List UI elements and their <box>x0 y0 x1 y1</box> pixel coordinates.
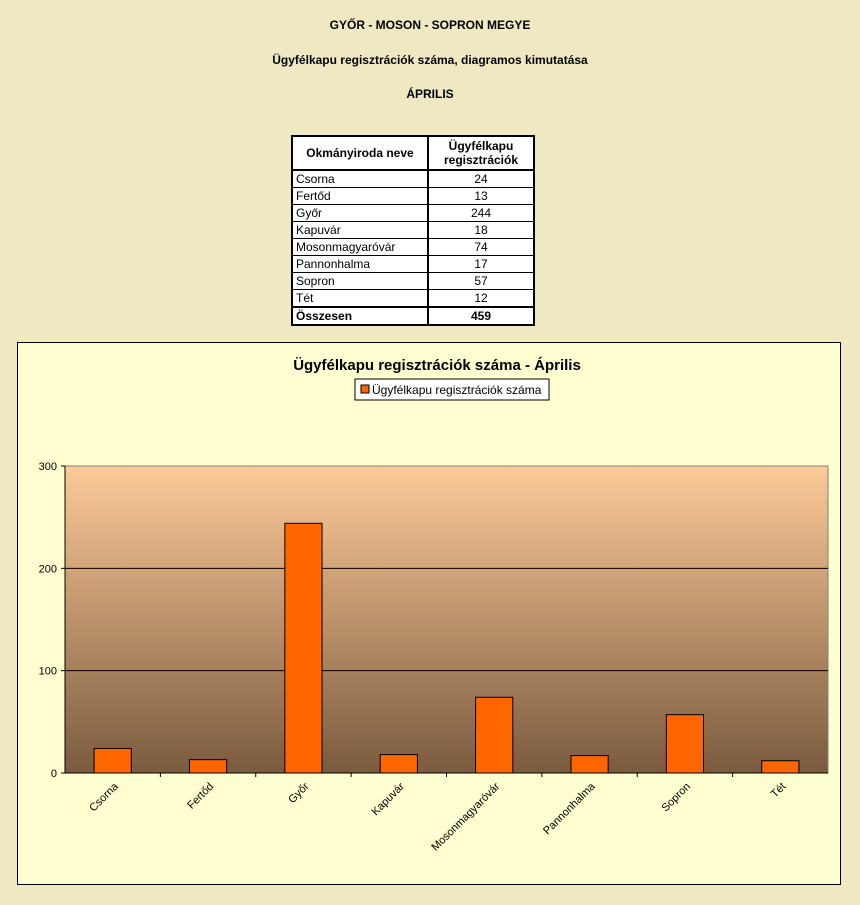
col-header-office: Okmányiroda neve <box>292 136 428 170</box>
x-tick-label: Győr <box>286 780 312 806</box>
x-tick-label: Mosonmagyaróvár <box>429 780 503 854</box>
summary-table <box>291 135 535 326</box>
y-tick-label: 200 <box>38 563 57 576</box>
bar-pannonhalma <box>571 756 608 773</box>
table-header-row <box>292 136 534 170</box>
x-tick-label: Csorna <box>87 780 121 815</box>
bar-győr <box>285 523 322 773</box>
registration-count: 18 <box>428 222 534 239</box>
office-name: Sopron <box>292 273 428 290</box>
col-header-registrations <box>428 136 534 170</box>
bar-csorna <box>94 748 131 773</box>
bar-tét <box>762 761 799 773</box>
bar-mosonmagyaróvár <box>476 697 513 773</box>
registration-count: 74 <box>428 239 534 256</box>
bar-sopron <box>666 715 703 773</box>
bar-fertőd <box>189 760 226 773</box>
office-name: Csorna <box>292 170 428 188</box>
chart-area <box>17 342 841 885</box>
table-row <box>292 290 534 308</box>
table-total-row <box>292 307 534 325</box>
total-value: 459 <box>428 307 534 325</box>
table-row <box>292 273 534 290</box>
legend <box>355 379 549 400</box>
bar-kapuvár <box>380 755 417 773</box>
col-header-line1: Ügyfélkapu <box>448 139 514 153</box>
registration-count: 24 <box>428 170 534 188</box>
registration-count: 244 <box>428 205 534 222</box>
office-name: Győr <box>292 205 428 222</box>
x-tick-label: Pannonhalma <box>541 780 598 838</box>
table-row <box>292 239 534 256</box>
y-axis <box>39 461 65 780</box>
table-row <box>292 222 534 239</box>
table-row <box>292 188 534 205</box>
chart-title: Ügyfélkapu regisztrációk száma - Április <box>293 357 581 374</box>
report-subtitle: Ügyfélkapu regisztrációk száma, diagramos kimutatása <box>272 53 588 67</box>
table-row <box>292 205 534 222</box>
office-name: Kapuvár <box>292 222 428 239</box>
legend-swatch <box>361 385 369 393</box>
registration-count: 17 <box>428 256 534 273</box>
x-axis <box>65 773 828 854</box>
office-name: Pannonhalma <box>292 256 428 273</box>
x-tick-label: Kapuvár <box>369 780 407 819</box>
county-title: GYŐR - MOSON - SOPRON MEGYE <box>329 18 531 32</box>
col-header-line2: regisztrációk <box>443 153 519 167</box>
x-tick-label: Tét <box>768 780 789 801</box>
bar-chart <box>18 343 840 884</box>
y-tick-label: 100 <box>38 665 57 678</box>
x-tick-label: Sopron <box>659 780 694 815</box>
y-tick-label: 0 <box>50 768 57 780</box>
table-row <box>292 256 534 273</box>
legend-label: Ügyfélkapu regisztrációk száma <box>372 383 542 397</box>
office-name: Mosonmagyaróvár <box>292 239 428 256</box>
registration-count: 57 <box>428 273 534 290</box>
registration-count: 12 <box>428 290 534 308</box>
month-title: ÁPRILIS <box>406 87 454 101</box>
office-name: Fertőd <box>292 188 428 205</box>
table-row <box>292 170 534 188</box>
total-label: Összesen <box>292 307 428 325</box>
x-tick-label: Fertőd <box>185 780 217 812</box>
registration-count: 13 <box>428 188 534 205</box>
y-tick-label: 300 <box>38 461 57 473</box>
office-name: Tét <box>292 290 428 308</box>
plot-area <box>65 466 828 773</box>
